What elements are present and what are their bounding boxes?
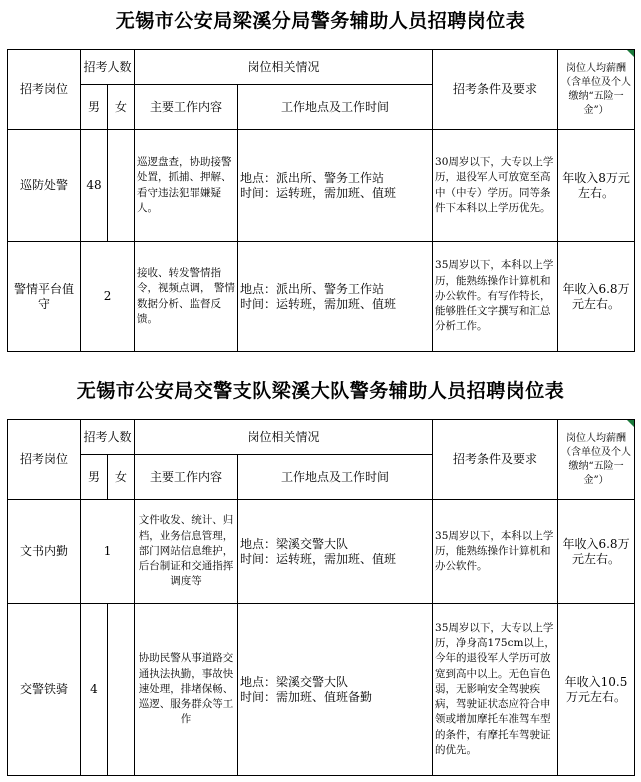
female-count-cell [108,604,135,776]
header-count: 招考人数 [81,420,135,455]
place-time-cell: 地点：梁溪交警大队 时间：运转班，需加班、值班 [238,500,433,604]
header-male: 男 [81,85,108,130]
header-info: 岗位相关情况 [135,420,433,455]
header-female: 女 [108,455,135,500]
duty-cell: 巡逻盘查，协助接警处置，抓捕、押解、看守违法犯罪嫌疑人。 [135,130,238,242]
salary-cell: 年收入8万元左右。 [558,130,635,242]
salary-cell: 年收入10.5万元左右。 [558,604,635,776]
header-duty: 主要工作内容 [135,455,238,500]
table-row [8,500,635,604]
place-time-cell: 地点：派出所、警务工作站 时间：运转班，需加班、值班 [238,242,433,352]
recruitment-table-1 [7,49,635,352]
header-requirements: 招考条件及要求 [433,50,558,130]
duty-cell: 协助民警从事道路交通执法执勤，事故快速处理，排堵保畅、巡逻、服务群众等工作 [135,604,238,776]
female-count-cell [108,130,135,242]
salary-cell: 年收入6.8万元左右。 [558,242,635,352]
male-count-cell: 4 [81,604,108,776]
place-time-cell: 地点：梁溪交警大队 时间：需加班、值班备勤 [238,604,433,776]
table-row [8,242,635,352]
post-cell: 警情平台值守 [8,242,81,352]
count-cell: 2 [81,242,135,352]
table1-title: 无锡市公安局梁溪分局警务辅助人员招聘岗位表 [115,10,526,32]
requirements-cell: 35周岁以下，大专以上学历，净身高175cm以上，今年的退役军人学历可放宽到高中以上。无色盲色弱，无影响安全驾驶疾病，驾驶证状态应符合申领或增加摩托车准驾车型的条件，有摩托车驾驶证的优先。 [433,604,558,776]
duty-cell: 接收、转发警情指令，视频点调， 警情数据分析、监督反馈。 [135,242,238,352]
count-cell: 1 [81,500,135,604]
header-info: 岗位相关情况 [135,50,433,85]
post-cell: 巡防处警 [8,130,81,242]
duty-cell: 文件收发、统计、归档，业务信息管理，部门网站信息维护，后台制证和交通指挥调度等 [135,500,238,604]
header-post: 招考岗位 [8,420,81,500]
table-row [8,130,635,242]
place-time-cell: 地点：派出所、警务工作站 时间：运转班，需加班、值班 [238,130,433,242]
header-salary: 岗位人均薪酬（含单位及个人缴纳“五险一金”） [558,420,635,500]
post-cell: 文书内勤 [8,500,81,604]
header-place-time: 工作地点及工作时间 [238,455,433,500]
post-cell: 交警铁骑 [8,604,81,776]
requirements-cell: 35周岁以下，本科以上学历，能熟练操作计算机和办公软件。 [433,500,558,604]
header-duty: 主要工作内容 [135,85,238,130]
header-count: 招考人数 [81,50,135,85]
header-male: 男 [81,455,108,500]
male-count-cell: 48 [81,130,108,242]
header-place-time: 工作地点及工作时间 [238,85,433,130]
table2-title: 无锡市公安局交警支队梁溪大队警务辅助人员招聘岗位表 [76,380,565,402]
header-post: 招考岗位 [8,50,81,130]
requirements-cell: 35周岁以下，本科以上学历，能熟练操作计算机和办公软件。有写作特长，能够胜任文字撰写和汇总分析工作。 [433,242,558,352]
header-requirements: 招考条件及要求 [433,420,558,500]
header-female: 女 [108,85,135,130]
requirements-cell: 30周岁以下，大专以上学历，退役军人可放宽至高中（中专）学历。同等条件下本科以上学历优先。 [433,130,558,242]
recruitment-table-2 [7,419,635,776]
table-row [8,604,635,776]
header-salary: 岗位人均薪酬（含单位及个人缴纳“五险一金”） [558,50,635,130]
salary-cell: 年收入6.8万元左右。 [558,500,635,604]
